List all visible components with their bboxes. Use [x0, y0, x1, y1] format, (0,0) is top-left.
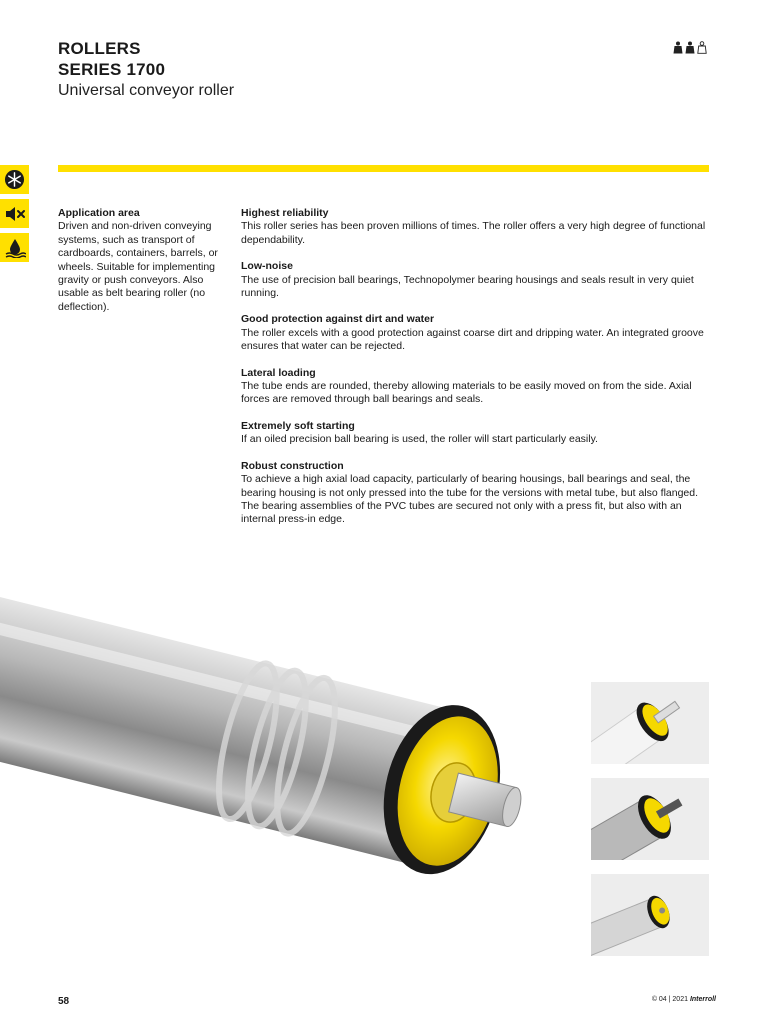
- roller-hero-image: [0, 580, 570, 920]
- load-class-indicator: [673, 41, 707, 54]
- feature-heading: Robust construction: [241, 459, 344, 472]
- roller-detail-image: [591, 682, 709, 764]
- application-text: Driven and non-driven conveying systems, such as transport of cardboards, containers, barrels, or wheels. Suitable for implementing gravity or push conveyors. Also usable as belt bearing roller (no deflection).: [58, 220, 218, 313]
- application-area: [58, 207, 233, 314]
- page-subtitle: Universal conveyor roller: [58, 82, 235, 99]
- thumbnail-white-tube: [591, 682, 709, 764]
- feature-heading: Good protection against dirt and water: [241, 313, 435, 326]
- feature-section: [241, 460, 711, 527]
- copyright-text: © 04 | 2021: [651, 996, 688, 1003]
- side-icon-low-noise: [0, 199, 29, 228]
- footer-credit: [652, 996, 716, 1003]
- features-list: [241, 207, 711, 540]
- weight-outline-icon: [697, 41, 707, 54]
- accent-bar: [58, 165, 709, 172]
- feature-text: The roller excels with a good protection against coarse dirt and dripping water. An integrated groove ensures that water can be rejected.: [241, 326, 704, 353]
- water-drop-icon: [4, 238, 26, 258]
- weight-filled-icon: [685, 41, 695, 54]
- page-title: ROLLERS: [58, 39, 141, 58]
- application-heading: Application area: [58, 207, 140, 219]
- feature-heading: Lateral loading: [241, 366, 316, 379]
- feature-text: The tube ends are rounded, thereby allowing materials to be easily moved on from the side. Axial forces are removed through ball bearings and seals.: [241, 380, 692, 406]
- roller-detail-image: [591, 874, 709, 956]
- feature-section: [241, 260, 711, 300]
- roller-detail-image: [591, 778, 709, 860]
- feature-text: The use of precision ball bearings, Technopolymer bearing housings and seals result in very quiet running.: [241, 273, 694, 300]
- title-block: [58, 38, 234, 101]
- feature-heading: Highest reliability: [241, 207, 329, 219]
- feature-section: [241, 313, 711, 353]
- feature-text: To achieve a high axial load capacity, particularly of bearing housings, ball bearings and seal, the bearing housing is not only pressed into the tube for the versions with metal tube, but also flanged. The bearing assemblies of the PVC tubes are secured not only with a press fit, but also with an internal press-in edge.: [241, 473, 699, 526]
- thumbnail-metal-tube: [591, 778, 709, 860]
- side-icon-snowflake: [0, 165, 29, 194]
- feature-section: [241, 420, 711, 447]
- snowflake-icon: [4, 169, 25, 190]
- feature-heading: Extremely soft starting: [241, 419, 355, 432]
- series-title: SERIES 1700: [58, 60, 166, 79]
- side-icon-water: [0, 233, 29, 262]
- feature-text: If an oiled precision ball bearing is used, the roller will start particularly easily.: [241, 433, 598, 446]
- feature-section: [241, 207, 711, 247]
- brand-logo-text: Interroll: [689, 996, 716, 1003]
- feature-heading: Low-noise: [241, 260, 293, 273]
- mute-icon: [4, 205, 26, 223]
- page-number: 58: [58, 996, 70, 1007]
- feature-text: This roller series has been proven millions of times. The roller offers a very high degree of functional dependability.: [241, 220, 706, 246]
- thumbnail-pvc-tube: [591, 874, 709, 956]
- feature-section: [241, 367, 711, 407]
- weight-filled-icon: [673, 41, 683, 54]
